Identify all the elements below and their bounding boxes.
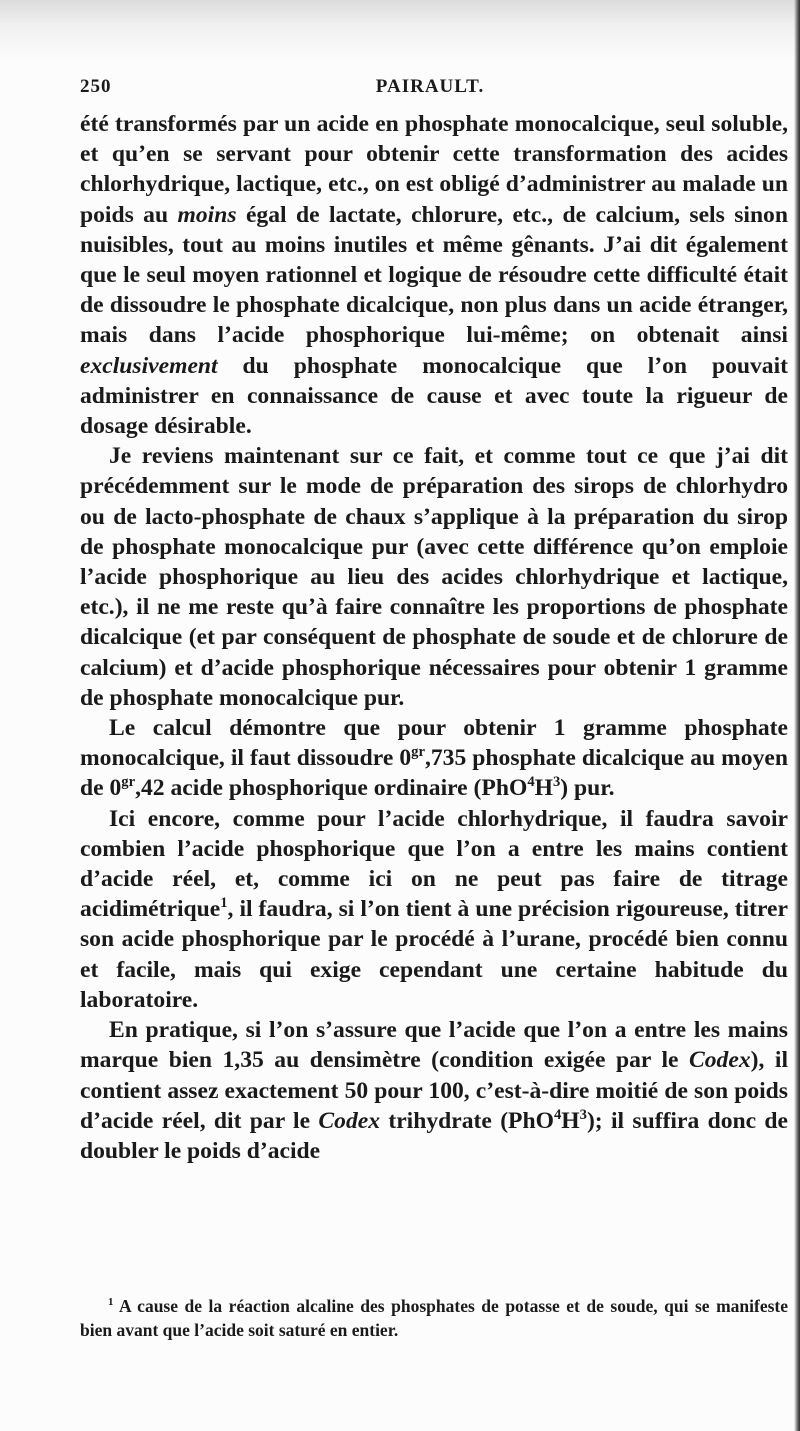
text-run: , il faudra, si l’on tient à une précision rigoureuse, titrer son acide phosphorique par le procédé à l’urane, procédé bien connu et facile, mais qui exige cependant une certaine habitude du laboratoire. (80, 896, 788, 1013)
superscript: 3 (579, 1106, 587, 1123)
text-run: Le calcul démontre que pour obtenir 1 gramme phosphate monocalcique, il faut dissoudre 0 (80, 715, 788, 772)
paragraph (80, 1015, 788, 1166)
text-run: H (534, 775, 553, 802)
text-run: du phosphate monocalcique que l’on pouvait administrer en connaissance de cause et avec toute la rigueur de dosage désirable. (80, 352, 788, 440)
superscript: 4 (553, 1106, 562, 1123)
superscript: gr (411, 744, 425, 761)
superscript: 3 (552, 774, 561, 791)
italic-text: exclusivement (80, 352, 218, 379)
text-run: En pratique, si l’on s’assure que l’acide que l’on a entre les mains marque bien 1,35 au densimètre (condition exigée par le (80, 1017, 788, 1074)
scan-edge-right (794, 0, 800, 1431)
italic-text: Codex (689, 1047, 751, 1074)
superscript: 1 (220, 895, 228, 912)
text-run: Ici encore, comme pour l’acide chlorhydrique, il faudra savoir combien l’acide phosphorique que l’on a entre les mains contient d’acide réel, et, comme ici on ne peut pas faire de titrage acidimétrique (80, 805, 788, 923)
running-head (80, 76, 780, 104)
text-run: ) pur. (560, 775, 615, 802)
page-number: 250 (80, 76, 112, 97)
paragraph (80, 804, 788, 1015)
superscript: gr (121, 774, 136, 791)
paragraph (80, 441, 788, 713)
text-run: égal de lactate, chlorure, etc., de calcium, sels sinon nuisibles, tout au moins inutiles et même gênants. J’ai dit également que le seul moyen rationnel et logique de résoudre cette difficulté était de dissoudre le phosphate dicalcique, non plus dans un acide étranger, mais dans l’acide phosphorique lui-même; on obtenait ainsi (80, 201, 788, 349)
italic-text: Codex (318, 1107, 381, 1134)
running-title: PAIRAULT. (375, 76, 485, 97)
footnote-text: A cause de la réaction alcaline des phosphates de potasse et de soude, qui se manifeste bien avant que l’acide soit saturé en entier. (80, 1296, 788, 1340)
body-text (80, 109, 788, 1166)
text-run: ,735 phosphate dicalcique au moyen de 0 (80, 745, 788, 802)
paragraph (80, 109, 788, 441)
paragraph (80, 713, 788, 804)
text-run: trihydrate (PhO (380, 1107, 554, 1134)
footnote (80, 1295, 788, 1342)
italic-text: moins (177, 201, 237, 228)
text-run: ,42 acide phosphorique ordinaire (PhO (135, 775, 528, 802)
footnote-marker: 1 (108, 1296, 114, 1309)
text-run: ), il contient assez exactement 50 pour 100, c’est-à-dire moitié de son poids d’acide réel, dit par le (80, 1047, 788, 1134)
text-run: ); il suffira donc de doubler le poids d’acide (80, 1107, 789, 1164)
superscript: 4 (527, 774, 535, 791)
text-run: H (561, 1107, 580, 1134)
scan-shadow-top (0, 0, 800, 60)
text-run: été transformés par un acide en phosphate monocalcique, seul soluble, et qu’en se servant pour obtenir cette transformation des acides chlorhydrique, lactique, etc., on est obligé d’administrer au malade un poids au (80, 111, 788, 228)
text-run: Je reviens maintenant sur ce fait, et comme tout ce que j’ai dit précédemment sur le mode de préparation des sirops de chlorhydro ou de lacto-phosphate de chaux s’applique à la préparation du sirop de phosphate monocalcique pur (avec cette différence qu’on emploie l’acide phosphorique au lieu des acides chlorhydrique et lactique, etc.), il ne me reste qu’à faire connaître les proportions de phosphate dicalcique (et par conséquent de phosphate de soude et de chlorure de calcium) et d’acide phosphorique nécessaires pour obtenir 1 gramme de phosphate monocalcique pur. (80, 443, 788, 711)
